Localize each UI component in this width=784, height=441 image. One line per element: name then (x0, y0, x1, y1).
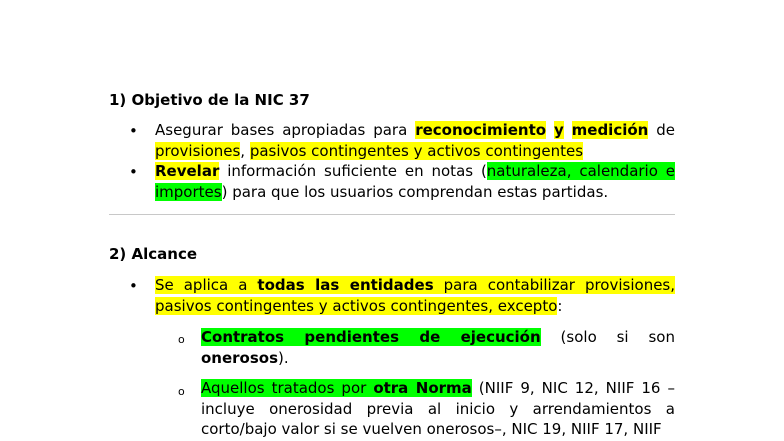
scope-exception-1 (201, 327, 675, 368)
section-divider (109, 214, 675, 215)
text: información suficiente en notas ( (219, 162, 487, 180)
circle-bullet-icon: o (178, 333, 185, 346)
bold-text: reconocimiento (415, 121, 547, 139)
bold-text: todas las entidades (257, 276, 434, 294)
bold-text: y (553, 121, 564, 139)
text: ) para que los usuarios comprendan estas partidas. (221, 182, 609, 201)
highlight-text (554, 121, 564, 139)
bold-text: onerosos (201, 348, 279, 367)
bullet-icon: • (129, 277, 138, 295)
text: Aquellos tratados por (201, 379, 374, 397)
bold-text: medición (571, 121, 649, 139)
text: ). (278, 348, 289, 367)
circle-bullet-icon: o (178, 385, 185, 398)
highlight-text (155, 162, 219, 180)
bold-text: otra Norma (373, 379, 472, 397)
highlight-text (572, 121, 649, 139)
text (564, 121, 572, 139)
green-highlight-text (201, 328, 541, 346)
green-highlight-text (201, 379, 472, 397)
bullet-icon: • (129, 163, 138, 181)
bold-text: Revelar (155, 162, 220, 180)
green-highlight-text: naturaleza, calendario e importes (155, 162, 675, 201)
scope-exception-2 (201, 378, 675, 440)
objective-item-1 (155, 120, 675, 161)
scope-item-1 (155, 275, 675, 316)
highlight-text: provisiones (155, 141, 241, 160)
highlight-text (415, 121, 546, 139)
bold-text: Contratos pendientes de ejecución (201, 328, 541, 346)
text: Asegurar bases apropiadas para (155, 121, 416, 139)
section-1-heading: 1) Objetivo de la NIC 37 (109, 91, 310, 109)
section-2-heading: 2) Alcance (109, 245, 198, 263)
text: (NIIF 9, NIC 12, NIIF 16 – incluye onerosidad previa al inicio y arrendamientos a corto/bajo valor si se vuelven onerosos–, NIC 19, NIIF 17, NIIF (201, 379, 675, 438)
text (546, 121, 554, 139)
text: (solo si son (540, 328, 675, 346)
objective-item-2 (155, 161, 675, 202)
text: , (240, 141, 250, 160)
highlight-text (155, 276, 675, 315)
text: Se aplica a (155, 276, 258, 294)
text: : (557, 296, 563, 315)
highlight-text: pasivos contingentes y activos contingentes (249, 141, 584, 160)
text: para contabilizar provisiones, pasivos contingentes y activos contingentes, excepto (155, 276, 676, 315)
text: de (648, 121, 675, 139)
bullet-icon: • (129, 122, 138, 140)
